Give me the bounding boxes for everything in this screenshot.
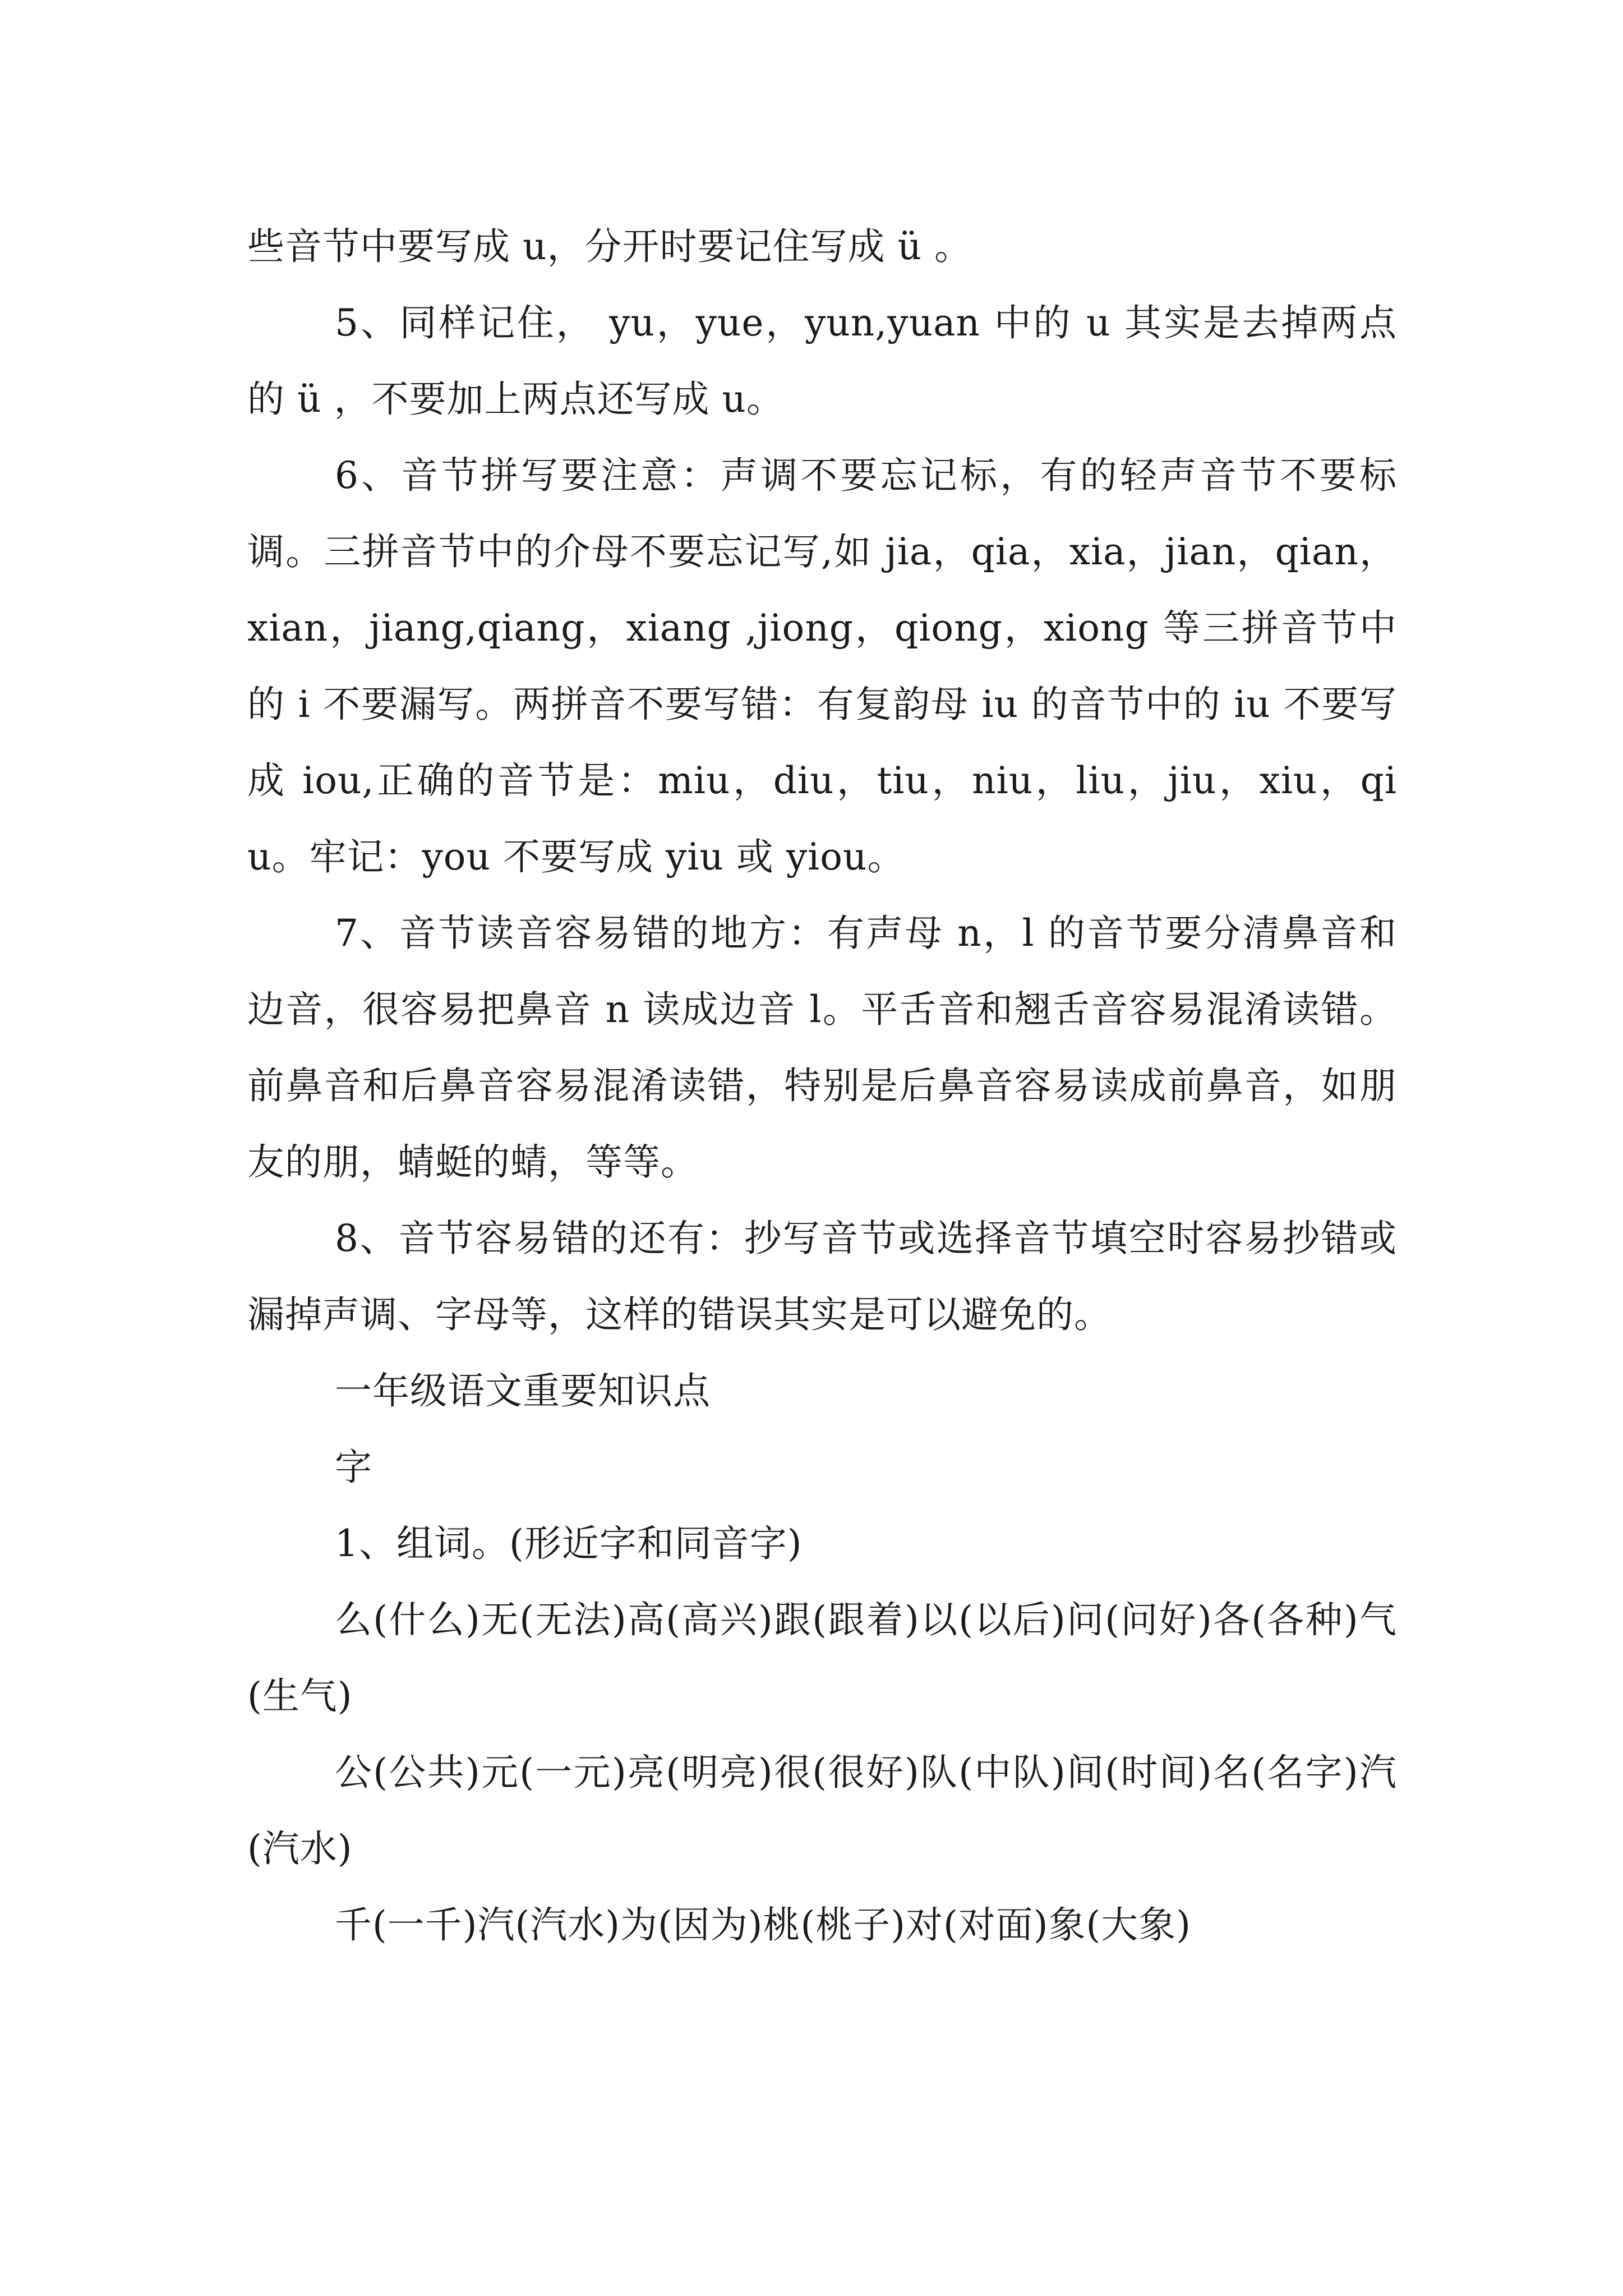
paragraph-rule-8: 8、音节容易错的还有：抄写音节或选择音节填空时容易抄错或漏掉声调、字母等，这样的错误其实是可以避免的。: [247, 1217, 1397, 1336]
document-page: [247, 209, 1397, 1963]
item-heading: 1、组词。(形近字和同音字): [335, 1522, 803, 1565]
paragraph-pinyin-u-note: 些音节中要写成 u，分开时要记住写成 ü 。: [247, 225, 972, 268]
word-group-line-2: 公(公共)元(一元)亮(明亮)很(很好)队(中队)间(时间)名(名字)汽(汽水): [247, 1751, 1397, 1870]
subsection-heading: 字: [335, 1446, 372, 1489]
paragraph-rule-7: 7、音节读音容易错的地方：有声母 n，l 的音节要分清鼻音和边音，很容易把鼻音 n 读成边音 l。平舌音和翘舌音容易混淆读错。前鼻音和后鼻音容易混淆读错，特别是后鼻音容易读成前鼻音，如朋友的朋，蜻蜓的蜻，等等。: [247, 912, 1397, 1184]
section-heading: 一年级语文重要知识点: [335, 1369, 711, 1412]
word-group-line-3: 千(一千)汽(汽水)为(因为)桃(桃子)对(对面)象(大象): [335, 1903, 1191, 1947]
word-group-line-1: 么(什么)无(无法)高(高兴)跟(跟着)以(以后)问(问好)各(各种)气(生气): [247, 1598, 1397, 1718]
paragraph-rule-6: 6、音节拼写要注意：声调不要忘记标，有的轻声音节不要标调。三拼音节中的介母不要忘记写,如 jia，qia，xia，jian，qian，xian，jiang,qiang，xiang ,jiong，qiong，xiong 等三拼音节中的 i 不要漏写。两拼音不要写错：有复韵母 iu 的音节中的 iu 不要写成 iou,正确的音节是：miu，diu，tiu，niu，liu，jiu，xiu，qiu。牢记：you 不要写成 yiu 或 yiou。: [247, 454, 1397, 878]
paragraph-rule-5: 5、同样记住， yu，yue，yun,yuan 中的 u 其实是去掉两点的 ü ，不要加上两点还写成 u。: [247, 301, 1397, 421]
